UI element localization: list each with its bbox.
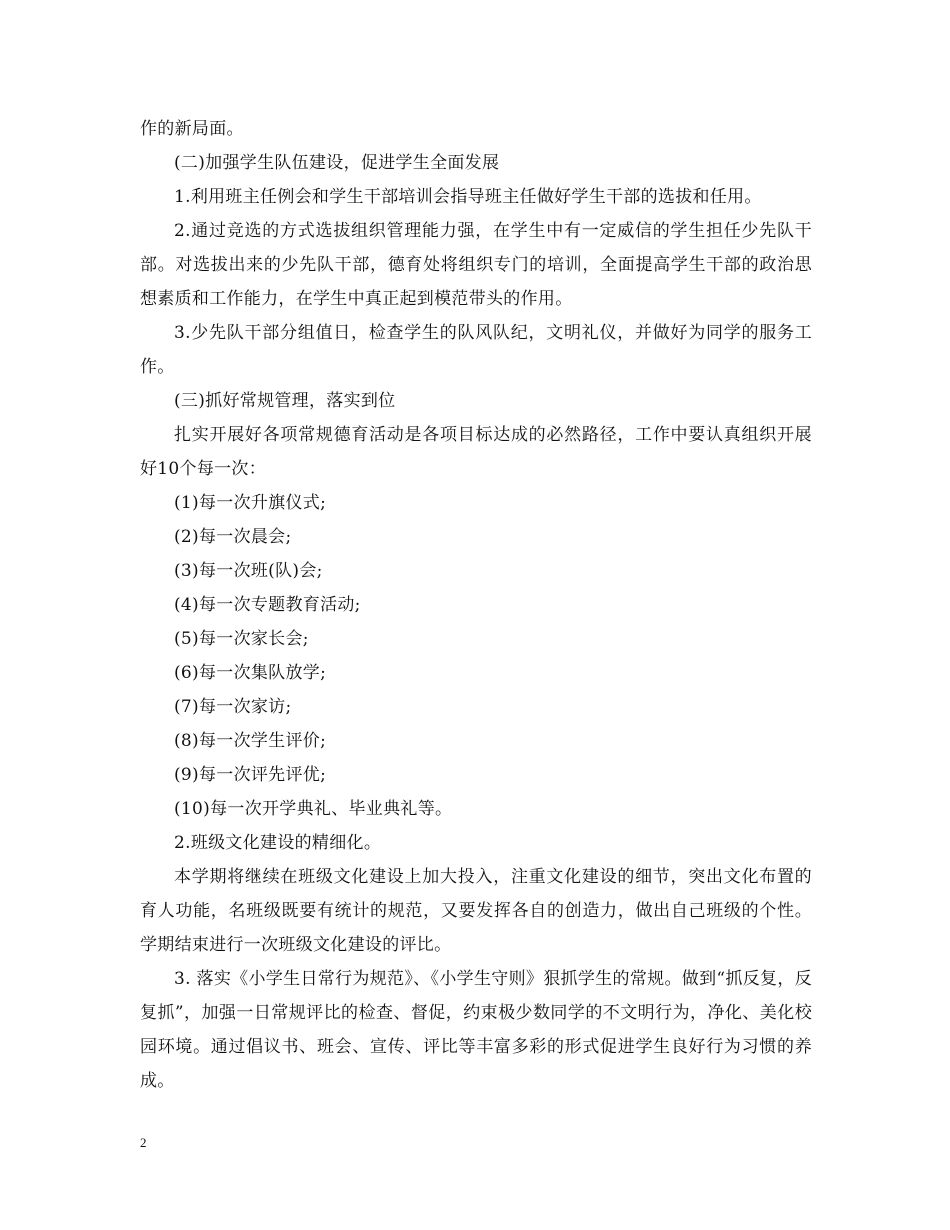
paragraph: 本学期将继续在班级文化建设上加大投入，注重文化建设的细节，突出文化布置的育人功能，名班级既要有统计的规范，又要发挥各自的创造力，做出自己班级的个性。学期结束进行一次班级文化建设的评比。 <box>140 867 812 955</box>
page-number: 2 <box>140 1135 147 1150</box>
list-item: (6)每一次集队放学; <box>174 663 327 683</box>
paragraph: 2.班级文化建设的精细化。 <box>174 833 382 853</box>
list-item: (10)每一次开学典礼、毕业典礼等。 <box>174 799 453 819</box>
paragraph: 2.通过竞选的方式选拔组织管理能力强，在学生中有一定威信的学生担任少先队干部。对选拔出来的少先队干部，德育处将组织专门的培训，全面提高学生干部的政治思想素质和工作能力，在学生中真正起到模范带头的作用。 <box>140 221 812 309</box>
section-heading: (三)抓好常规管理，落实到位 <box>174 391 396 411</box>
list-item: (3)每一次班(队)会; <box>174 561 323 581</box>
paragraph: 作的新局面。 <box>140 119 244 139</box>
document-body <box>140 112 812 1098</box>
list-item: (2)每一次晨会; <box>174 527 292 547</box>
list-item: (1)每一次升旗仪式; <box>174 493 327 513</box>
list-item: (9)每一次评先评优; <box>174 765 327 785</box>
paragraph: 3. 落实《小学生日常行为规范》、《小学生守则》狠抓学生的常规。做到“抓反复，反复抓”，加强一日常规评比的检查、督促，约束极少数同学的不文明行为，净化、美化校园环境。通过倡议书、班会、宣传、评比等丰富多彩的形式促进学生良好行为习惯的养成。 <box>140 969 812 1091</box>
list-item: (5)每一次家长会; <box>174 629 309 649</box>
section-heading: (二)加强学生队伍建设，促进学生全面发展 <box>174 153 500 173</box>
list-item: (7)每一次家访; <box>174 697 292 717</box>
list-item: (8)每一次学生评价; <box>174 731 327 751</box>
list-item: (4)每一次专题教育活动; <box>174 595 361 615</box>
paragraph: 3.少先队干部分组值日，检查学生的队风队纪，文明礼仪，并做好为同学的服务工作。 <box>140 323 812 377</box>
paragraph: 1.利用班主任例会和学生干部培训会指导班主任做好学生干部的选拔和任用。 <box>174 187 762 207</box>
paragraph: 扎实开展好各项常规德育活动是各项目标达成的必然路径，工作中要认真组织开展好10个每一次： <box>140 425 812 479</box>
